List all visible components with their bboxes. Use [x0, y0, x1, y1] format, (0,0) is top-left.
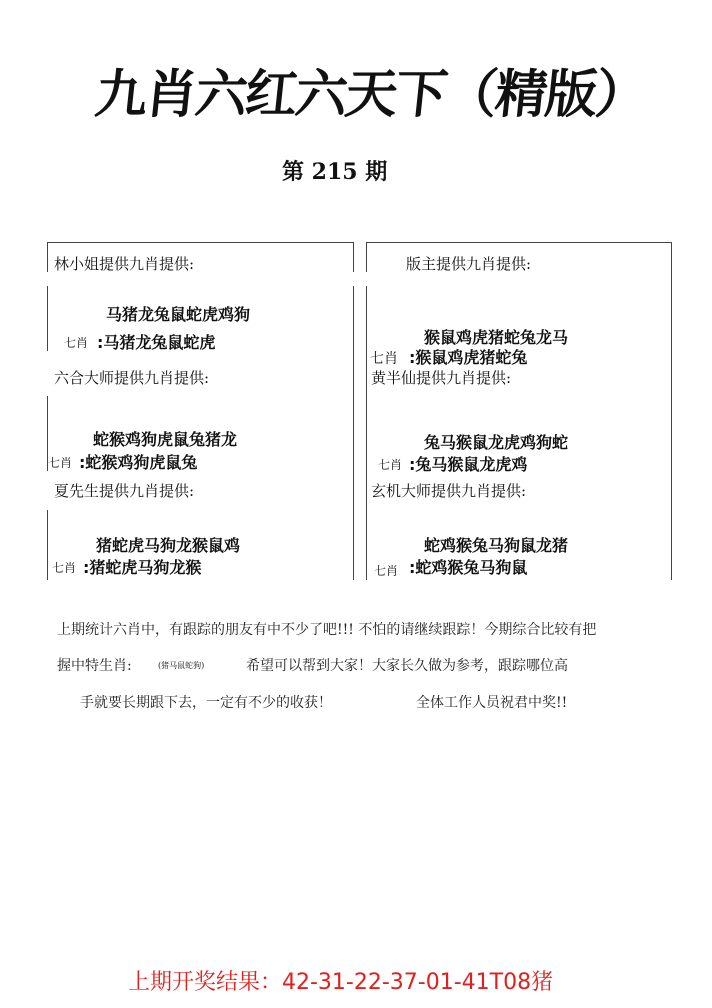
- provider-label: 六合大师提供九肖提供:: [54, 369, 210, 387]
- seven-zodiac-label: 七肖: [64, 336, 89, 350]
- right-outer-edge: [671, 242, 672, 580]
- seven-zodiac-list: :蛇鸡猴兔马狗鼠: [409, 558, 528, 577]
- special-zodiac-list: (猪马鼠蛇狗): [158, 661, 205, 670]
- provider-label: 黄半仙提供九肖提供:: [371, 369, 512, 387]
- left-edge-4: [47, 510, 48, 580]
- commentary-line-2b: 希望可以帮到大家！大家长久做为参考，跟踪哪位高: [246, 658, 568, 674]
- left-top-border: [47, 242, 353, 243]
- nine-zodiac-list: 马猪龙兔鼠蛇虎鸡狗: [106, 305, 251, 324]
- page-title: [92, 52, 649, 125]
- last-draw-result: 上期开奖结果：42-31-22-37-01-41T08猪: [128, 970, 554, 995]
- right-inner-edge-1: [366, 242, 367, 272]
- commentary-line-3a: 手就要长期跟下去，一定有不少的收获！: [80, 695, 332, 711]
- nine-zodiac-list: 蛇猴鸡狗虎鼠兔猪龙: [93, 430, 238, 449]
- seven-zodiac-list: :猪蛇虎马狗龙猴: [83, 558, 202, 577]
- seven-zodiac-list: :马猪龙兔鼠蛇虎: [97, 333, 216, 352]
- left-edge-2: [47, 286, 48, 351]
- nine-zodiac-list: 猪蛇虎马狗龙猴鼠鸡: [96, 536, 241, 555]
- provider-label: 玄机大师提供九肖提供:: [371, 482, 527, 500]
- commentary-line-2a: 握中特生肖:: [57, 658, 132, 674]
- seven-zodiac-label: 七肖: [52, 561, 77, 575]
- provider-label: 夏先生提供九肖提供:: [54, 482, 195, 500]
- commentary-line-1: 上期统计六肖中，有跟踪的朋友有中不少了吧!!! 不怕的请继续跟踪！今期综合比较有把: [57, 622, 597, 638]
- seven-zodiac-label: 七肖: [374, 564, 399, 578]
- right-inner-edge-2: [366, 286, 367, 580]
- page-title-text: 九肖六红六天下（精版）: [92, 65, 649, 125]
- nine-zodiac-list: 蛇鸡猴兔马狗鼠龙猪: [424, 536, 569, 555]
- commentary-line-3b: 全体工作人员祝君中奖!!: [416, 695, 568, 711]
- provider-label: 林小姐提供九肖提供:: [54, 255, 195, 273]
- provider-label: 版主提供九肖提供:: [406, 255, 532, 273]
- left-inner-edge-1: [353, 242, 354, 272]
- seven-zodiac-list: :兔马猴鼠龙虎鸡: [409, 455, 528, 474]
- left-inner-edge-2: [353, 286, 354, 580]
- seven-zodiac-list: :猴鼠鸡虎猪蛇兔: [409, 348, 528, 367]
- right-top-border: [366, 242, 672, 243]
- nine-zodiac-list: 猴鼠鸡虎猪蛇兔龙马: [424, 328, 569, 347]
- seven-zodiac-label: 七肖: [48, 456, 73, 470]
- nine-zodiac-list: 兔马猴鼠龙虎鸡狗蛇: [424, 433, 569, 452]
- seven-zodiac-list: :蛇猴鸡狗虎鼠兔: [79, 453, 198, 472]
- seven-zodiac-label: 七肖: [370, 351, 398, 367]
- left-edge-1: [47, 242, 48, 272]
- issue-number: 第 215 期: [282, 159, 388, 185]
- seven-zodiac-label: 七肖: [378, 458, 403, 472]
